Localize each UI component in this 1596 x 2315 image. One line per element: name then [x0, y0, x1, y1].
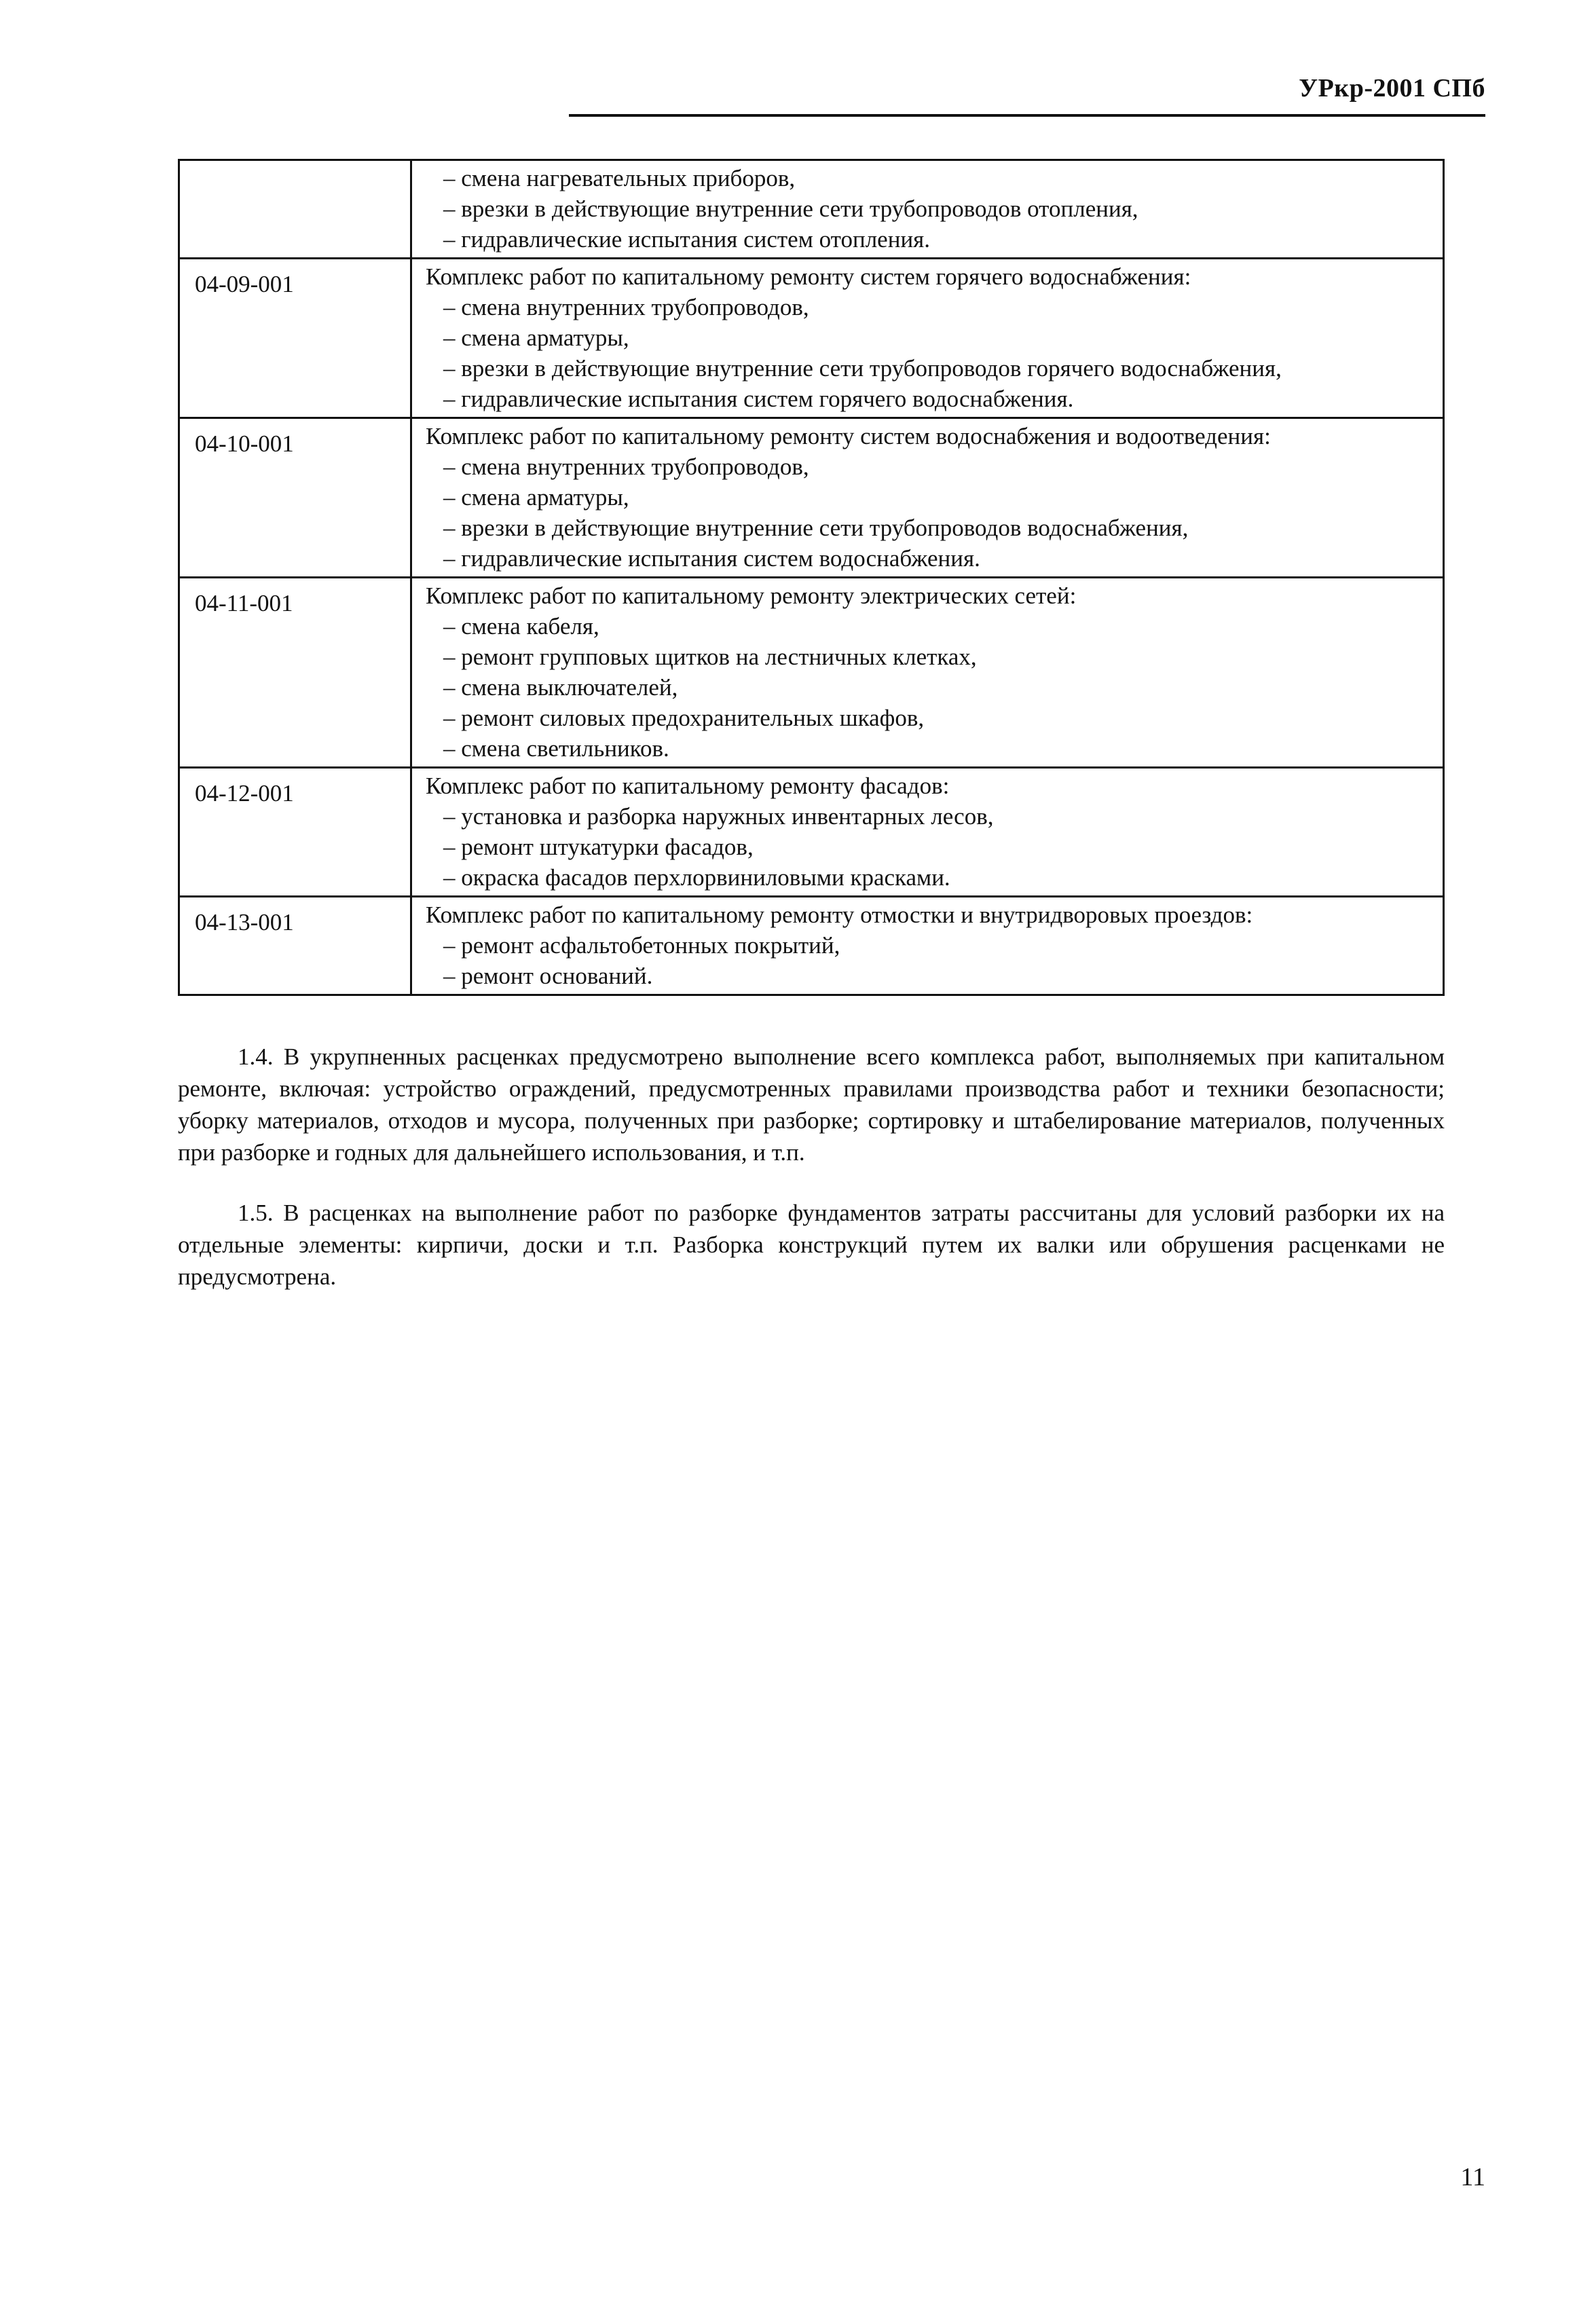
list-item: – смена светильников.	[426, 733, 1433, 764]
rate-code	[179, 160, 411, 259]
rates-table	[178, 159, 1445, 996]
works-description	[411, 259, 1444, 418]
list-item: – врезки в действующие внутренние сети трубопроводов горячего водоснабжения,	[426, 353, 1433, 384]
list-item: – окраска фасадов перхлорвиниловыми красками.	[426, 862, 1433, 893]
works-description	[411, 897, 1444, 995]
rate-code: 04-10-001	[179, 418, 411, 578]
list-item: – врезки в действующие внутренние сети трубопроводов отопления,	[426, 193, 1433, 224]
paragraph-1-4: 1.4. В укрупненных расценках предусмотрено выполнение всего комплекса работ, выполняемых при капитальном ремонте, включая: устройство ограждений, предусмотренных правилами производства работ и техники безопасности; уборку материалов, отходов и мусора, полученных при разборке; сортировку и штабелирование материалов, полученных при разборке и годных для дальнейшего использования, и т.п.	[178, 1043, 1445, 1166]
works-description	[411, 418, 1444, 578]
table-row	[179, 418, 1444, 578]
page-number: 11	[1460, 2163, 1485, 2191]
works-title: Комплекс работ по капитальному ремонту отмостки и внутридворовых проездов:	[426, 902, 1253, 928]
list-item: – гидравлические испытания систем водоснабжения.	[426, 543, 1433, 574]
works-description	[411, 578, 1444, 768]
list-item: – гидравлические испытания систем отопления.	[426, 224, 1433, 255]
table-row	[179, 897, 1444, 995]
list-item: – гидравлические испытания систем горячего водоснабжения.	[426, 384, 1433, 414]
list-item: – ремонт штукатурки фасадов,	[426, 832, 1433, 862]
list-item: – ремонт асфальтобетонных покрытий,	[426, 930, 1433, 961]
list-item: – ремонт силовых предохранительных шкафов,	[426, 703, 1433, 733]
paragraph-1-5: 1.5. В расценках на выполнение работ по разборке фундаментов затраты рассчитаны для условий разборки их на отдельные элементы: кирпичи, доски и т.п. Разборка конструкций путем их валки или обрушения расценками не предусмотрена.	[178, 1200, 1445, 1290]
works-title: Комплекс работ по капитальному ремонту систем горячего водоснабжения:	[426, 263, 1191, 290]
document-code: УРкр-2001 СПб	[1299, 74, 1485, 103]
list-item: – смена арматуры,	[426, 482, 1433, 513]
table-row	[179, 259, 1444, 418]
rate-code: 04-13-001	[179, 897, 411, 995]
rate-code: 04-11-001	[179, 578, 411, 768]
works-title: Комплекс работ по капитальному ремонту систем водоснабжения и водоотведения:	[426, 423, 1271, 449]
list-item: – установка и разборка наружных инвентарных лесов,	[426, 801, 1433, 832]
list-item: – смена кабеля,	[426, 611, 1433, 642]
works-description	[411, 160, 1444, 259]
table-row	[179, 160, 1444, 259]
works-title: Комплекс работ по капитальному ремонту электрических сетей:	[426, 582, 1077, 609]
list-item: – смена нагревательных приборов,	[426, 163, 1433, 193]
list-item: – смена внутренних трубопроводов,	[426, 292, 1433, 322]
table-row	[179, 768, 1444, 897]
works-description	[411, 768, 1444, 897]
rate-code: 04-12-001	[179, 768, 411, 897]
list-item: – ремонт оснований.	[426, 961, 1433, 991]
table-row	[179, 578, 1444, 768]
works-title: Комплекс работ по капитальному ремонту фасадов:	[426, 773, 950, 799]
list-item: – смена внутренних трубопроводов,	[426, 451, 1433, 482]
rate-code: 04-09-001	[179, 259, 411, 418]
list-item: – смена выключателей,	[426, 672, 1433, 703]
list-item: – смена арматуры,	[426, 322, 1433, 353]
list-item: – врезки в действующие внутренние сети трубопроводов водоснабжения,	[426, 513, 1433, 543]
header-rule	[569, 114, 1485, 117]
list-item: – ремонт групповых щитков на лестничных клетках,	[426, 642, 1433, 672]
